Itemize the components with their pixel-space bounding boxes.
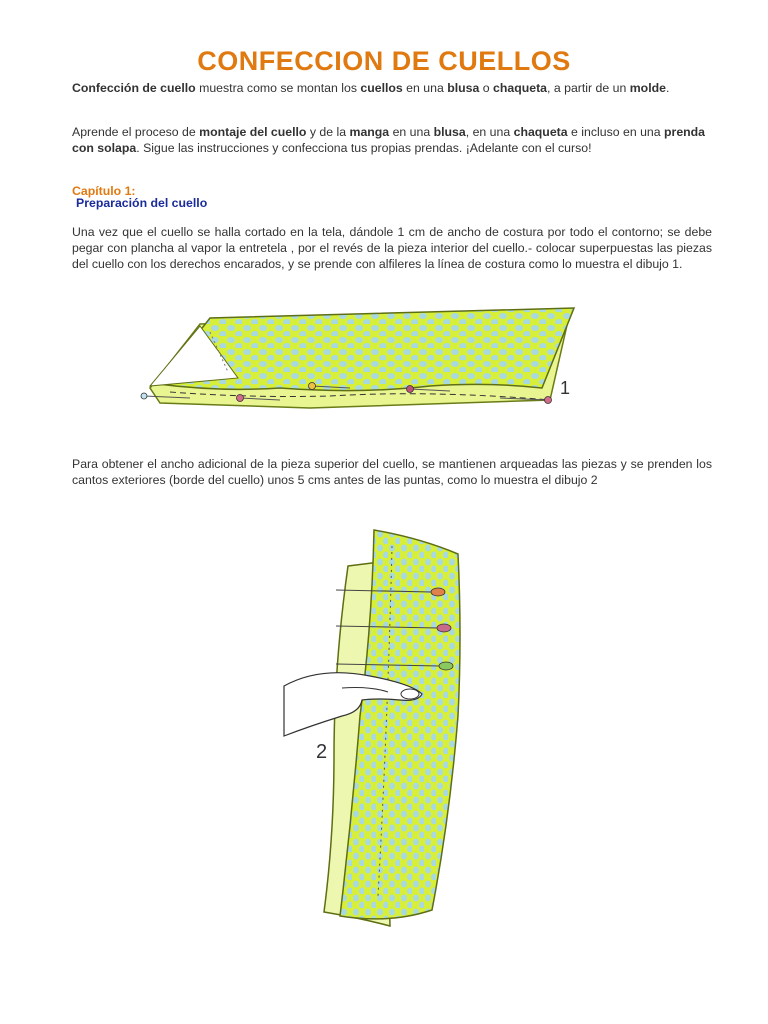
learn-text-2: y de la (306, 125, 350, 139)
intro-text-3: o (479, 81, 494, 95)
intro-bold-2: cuellos (360, 81, 403, 95)
figure-1-label: 1 (560, 378, 571, 398)
paragraph-1: Una vez que el cuello se halla cortado en la tela, dándole 1 cm de ancho de costura por todo el contorno; se debe pegar con plancha al vapor la entretela , por el revés de la pieza interior del cuello.- colocar superpuestas las piezas del cuello con los derechos encarados, y se prende con alfileres la línea de costura como lo muestra el dibujo 1. (72, 225, 712, 271)
figure-2-collar-illustration (280, 516, 500, 936)
learn-bold-3: blusa (433, 125, 466, 139)
learn-text-6: . Sigue las instrucciones y confecciona tus propias prendas. ¡Adelante con el curso! (136, 141, 592, 155)
intro-text-4: , a partir de un (547, 81, 630, 95)
learn-paragraph (72, 124, 712, 156)
learn-text-1: Aprende el proceso de (72, 125, 200, 139)
learn-bold-4: chaqueta (513, 125, 568, 139)
intro-bold-3: blusa (447, 81, 480, 95)
learn-bold-2: manga (349, 125, 390, 139)
figure-1-collar-illustration (130, 288, 600, 438)
intro-text-2: en una (402, 81, 448, 95)
chapter-heading: Capítulo 1: (72, 184, 136, 198)
intro-bold-5: molde (629, 81, 666, 95)
learn-text-4: , en una (465, 125, 514, 139)
learn-bold-1: montaje del cuello (199, 125, 307, 139)
intro-paragraph (72, 80, 712, 96)
intro-bold-4: chaqueta (493, 81, 548, 95)
figure-2-label: 2 (316, 741, 328, 763)
learn-bold-5: prenda con solapa (72, 125, 706, 155)
page-title: CONFECCION DE CUELLOS (197, 46, 571, 76)
learn-text-5: e incluso en una (567, 125, 665, 139)
paragraph-2: Para obtener el ancho adicional de la pieza superior del cuello, se mantienen arqueadas las piezas y se prenden los cantos exteriores (borde del cuello) unos 5 cms antes de las puntas, como lo muestra el dibujo 2 (72, 457, 712, 487)
learn-text-3: en una (389, 125, 434, 139)
intro-bold-1: Confección de cuello (72, 81, 196, 95)
section-heading: Preparación del cuello (76, 196, 208, 210)
intro-text-1: muestra como se montan los (195, 81, 361, 95)
intro-text-5: . (665, 81, 670, 95)
